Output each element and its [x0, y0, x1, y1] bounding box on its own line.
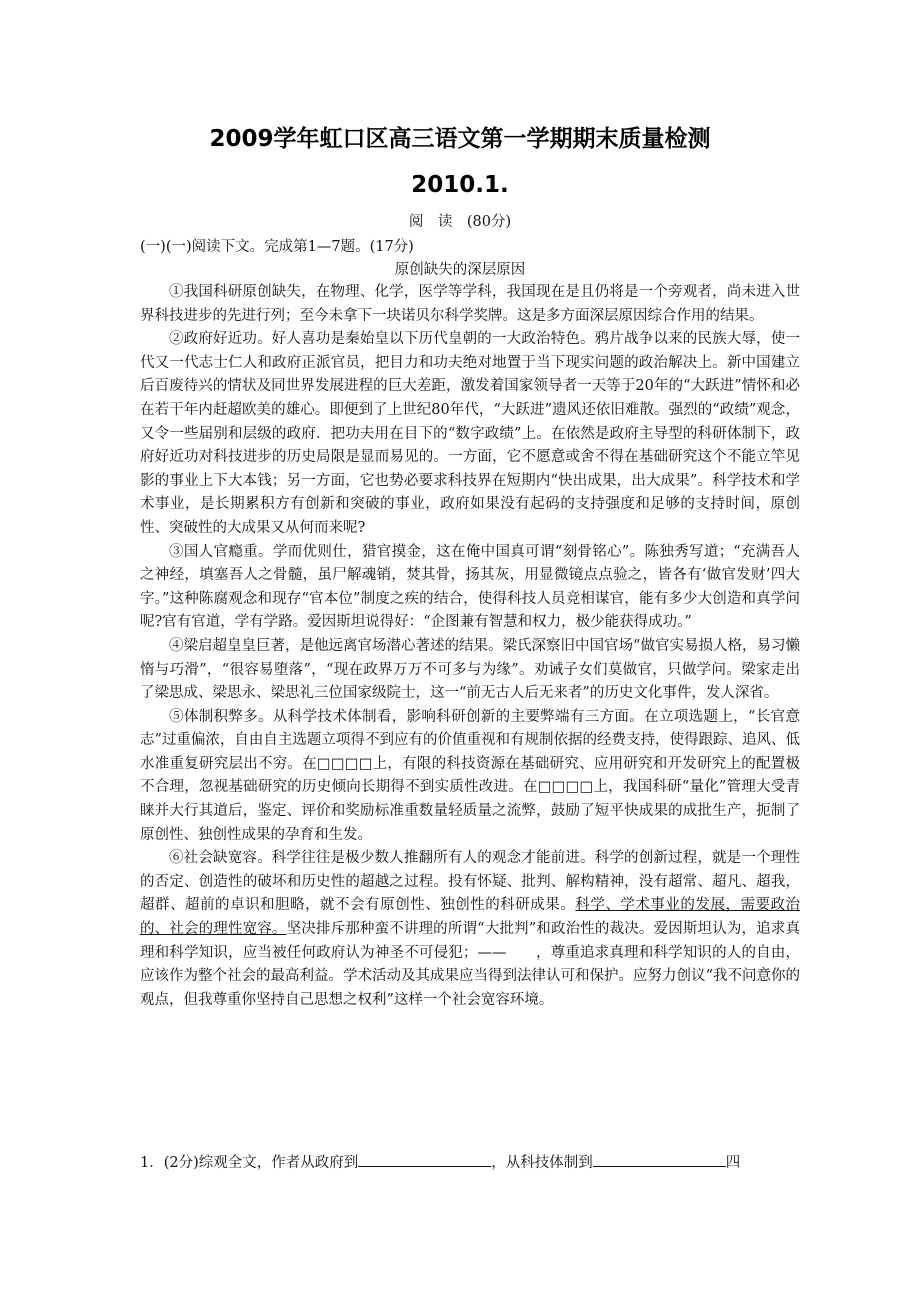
paragraph-6-part-2: 坚决排斥那种蛮不讲理的所谓“大批判”和政治性的裁决。爱因斯坦认为，追求真理和科学知识，应当被任何政府认为神圣不可侵犯；—— ，尊重追求真理和科学知识的人的自由，应该作为整个社会的最高利益。学术活动及其成果应当得到法律认可和保护。应努力创议“我不问意你的观点，但我尊重你坚持自己思想之权利”这样一个社会宽容环境。: [140, 921, 800, 1008]
question-1-suffix: 四: [725, 1155, 741, 1171]
answer-blank-2[interactable]: [593, 1152, 726, 1167]
underlined-sentence: 科学、学术事业的发展，需要政治的、社会的理性宽容。: [140, 897, 801, 938]
question-1-prefix: 1．(2分)综观全文，作者从政府到: [140, 1155, 359, 1171]
paragraph-5: ⑤体制积弊多。从科学技术体制看，影响科研创新的主要弊端有三方面。在立项选题上，“长官意志”过重偏浓，自由自主选题立项得不到应有的价值重视和有规制依据的经费支持，使得跟踪、追风、低水准重复研究层出不穷。在□□□□上，有限的科技资源在基础研究、应用研究和开发研究上的配置极不合理，忽视基础研究的历史倾向长期得不到实质性改进。在□□□□上，我国科研“量化”管理大受青睐并大行其道后，鉴定、评价和奖励标准重数量轻质量之流弊，鼓励了短平快成果的成批生产，扼制了原创性、独创性成果的孕育和生发。: [140, 708, 800, 843]
paragraph-3: ③国人官瘾重。学而优则仕，猎官摸金，这在俺中国真可谓“刻骨铭心”。陈独秀写道；“充满吾人之神经，填塞吾人之骨髓，虽尸解魂销，焚其骨，扬其灰，用显微镜点点验之，皆各有‘做官发财’四大字。”这种陈腐观念和现存“官本位”制度之疾的结合，使得科技人员竞相谋官，能有多少大创造和真学问呢?官有官道，学有学路。爱因斯坦说得好：“企图兼有智慧和权力，极少能获得成功。”: [140, 543, 800, 631]
paragraph-1: ①我国科研原创缺失，在物理、化学，医学等学科，我国现在是且仍将是一个旁观者，尚未进入世界科技进步的先进行列；至今未拿下一块诺贝尔科学奖牌。这是多方面深层原因综合作用的结果。: [140, 284, 800, 324]
question-1-middle: ，从科技体制到: [491, 1155, 593, 1171]
part-intro: (一)(一)阅读下文。完成第1—7题。(17分): [140, 239, 414, 255]
paragraph-2: ②政府好近功。好人喜功是秦始皇以下历代皇朝的一大政治特色。鸦片战争以来的民族大辱，使一代又一代志士仁人和政府正派官员，把目力和功夫绝对地置于当下现实问题的政治解决上。新中国建立后百废待兴的情状及同世界发展进程的巨大差距，激发着国家领导者一天等于20年的“大跃进”情怀和必在若干年内赶超欧美的雄心。即便到了上世纪80年代，“大跃进”遗风还依旧难散。强烈的“政绩”观念，又令一些届别和层级的政府．把功夫用在目下的“数字政绩”上。在依然是政府主导型的科研体制下，政府好近功对科技进步的历史局限是显而易见的。一方面，它不愿意或舍不得在基础研究这个不能立竿见影的事业上下大本钱；另一方面，它也势必要求科技界在短期内“快出成果，出大成果”。科学技术和学术事业，是长期累积方有创新和突破的事业，政府如果没有起码的支持强度和足够的支持时间，原创性、突破性的大成果又从何而来呢?: [140, 331, 800, 536]
answer-blank-1[interactable]: [358, 1152, 491, 1167]
paragraph-6-part-1: ⑥社会缺宽容。科学往往是极少数人推翻所有人的观念才能前进。科学的创新过程，就是一个理性的否定、创造性的破坏和历史性的超越之过程。投有怀疑、批判、解构精神，没有超常、超凡、超我，超群、超前的卓识和胆略，就不会有原创性、独创性的科研成果。: [140, 850, 800, 914]
exam-date: 2010.1.: [411, 172, 509, 198]
article-title: 原创缺失的深层原因: [394, 262, 526, 278]
article-body: [140, 281, 800, 1012]
question-1: [140, 1151, 740, 1172]
section-heading: 阅 读 (80分): [408, 214, 512, 230]
paragraph-6: [140, 847, 800, 1012]
exam-title: 2009学年虹口区高三语文第一学期期末质量检测: [209, 126, 711, 152]
paragraph-4: ④梁启超皇皇巨著，是他远离官场潜心著述的结果。梁氏深察旧中国官场“做官实易损人格，易习懒惰与巧滑”，“很容易堕落”，“现在政界万万不可多与为缘”。劝诫子女们莫做官，只做学问。梁家走出了梁思成、梁思永、梁思礼三位国家级院士，这一“前无古人后无来者”的历史文化事件，发人深省。: [140, 637, 800, 702]
